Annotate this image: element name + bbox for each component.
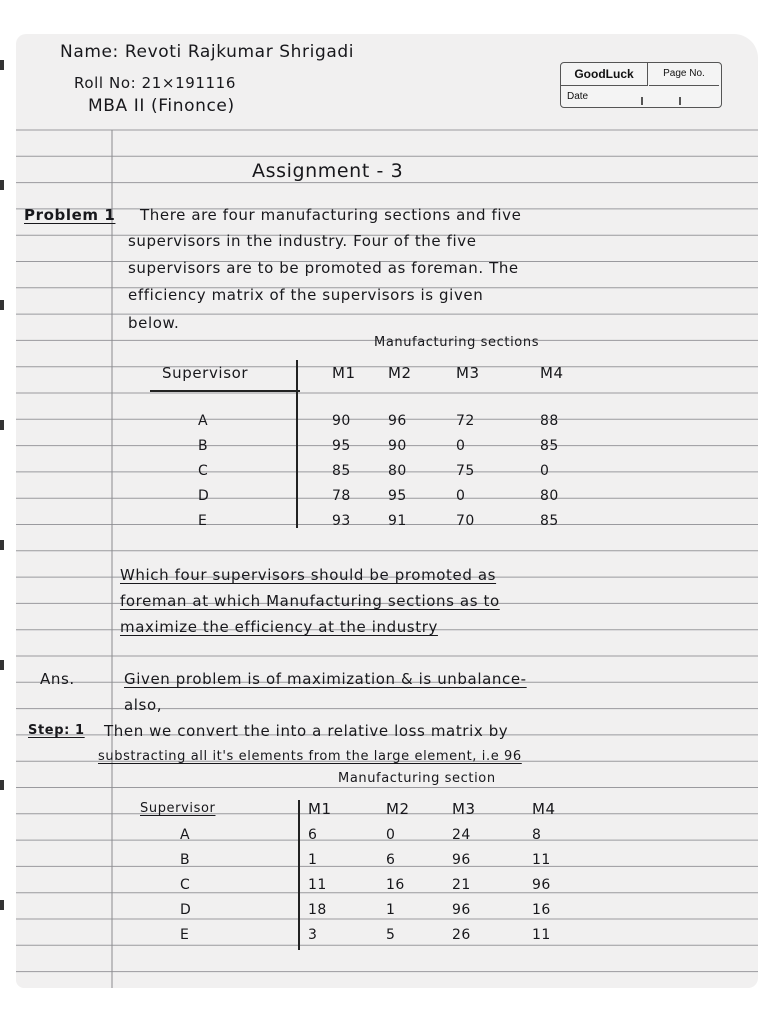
problem-line: supervisors in the industry. Four of the five (128, 232, 477, 250)
table-cell: 88 (540, 413, 559, 429)
table1-divider (296, 360, 298, 528)
table2-divider (298, 800, 300, 950)
table-cell: 85 (540, 513, 559, 529)
row-label: E (180, 927, 190, 943)
table-cell: 0 (456, 488, 466, 504)
question-line: foreman at which Manufacturing sections as to (120, 592, 500, 610)
step1-line: substracting all it's elements from the large element, i.e 96 (98, 749, 522, 764)
row-label: A (198, 413, 209, 429)
table-cell: 0 (386, 827, 396, 843)
table-cell: 0 (456, 438, 466, 454)
row-label: C (180, 877, 191, 893)
row-label: B (180, 852, 191, 868)
date-divider (641, 97, 643, 105)
assignment-title: Assignment - 3 (252, 160, 404, 182)
column-header: M3 (456, 364, 480, 382)
problem-line: below. (128, 314, 180, 332)
table1-caption: Manufacturing sections (374, 335, 540, 350)
table-cell: 85 (332, 463, 351, 479)
student-name: Name: Revoti Rajkumar Shrigadi (60, 42, 355, 62)
table-cell: 6 (308, 827, 318, 843)
table-cell: 0 (540, 463, 550, 479)
table-cell: 11 (308, 877, 327, 893)
notebook-brand: GoodLuck (561, 63, 648, 86)
row-label: D (180, 902, 192, 918)
table1-row-header: Supervisor (162, 364, 249, 382)
table-cell: 18 (308, 902, 327, 918)
question-line: Which four supervisors should be promoted as (120, 566, 497, 584)
problem-line: efficiency matrix of the supervisors is given (128, 286, 484, 304)
table-cell: 26 (452, 927, 471, 943)
problem-line: supervisors are to be promoted as foreman. The (128, 259, 519, 277)
table-cell: 11 (532, 927, 551, 943)
column-header: M2 (388, 364, 412, 382)
problem-label: Problem 1 (24, 206, 116, 224)
row-label: C (198, 463, 209, 479)
table-cell: 95 (388, 488, 407, 504)
table-cell: 6 (386, 852, 396, 868)
column-header: M2 (386, 800, 410, 818)
row-label: D (198, 488, 210, 504)
roll-number: Roll No: 21×191116 (74, 74, 236, 92)
binding-hole (0, 300, 4, 310)
table-cell: 91 (388, 513, 407, 529)
answer-line: also, (124, 696, 163, 714)
row-label: A (180, 827, 191, 843)
binding-hole (0, 60, 4, 70)
column-header: M1 (308, 800, 332, 818)
question-line: maximize the efficiency at the industry (120, 618, 438, 636)
table-cell: 3 (308, 927, 318, 943)
table-cell: 96 (452, 902, 471, 918)
table-cell: 72 (456, 413, 475, 429)
table-cell: 21 (452, 877, 471, 893)
table-cell: 96 (532, 877, 551, 893)
table2-row-header: Supervisor (140, 801, 216, 816)
column-header: M3 (452, 800, 476, 818)
table-cell: 16 (386, 877, 405, 893)
binding-hole (0, 660, 4, 670)
table-cell: 80 (540, 488, 559, 504)
answer-label: Ans. (40, 670, 75, 688)
binding-hole (0, 180, 4, 190)
table-cell: 95 (332, 438, 351, 454)
table-cell: 80 (388, 463, 407, 479)
table-cell: 78 (332, 488, 351, 504)
table-cell: 16 (532, 902, 551, 918)
step1-label: Step: 1 (28, 723, 85, 738)
problem-line: There are four manufacturing sections and five (140, 206, 522, 224)
answer-line: Given problem is of maximization & is unbalance- (124, 670, 527, 688)
table-cell: 90 (332, 413, 351, 429)
column-header: M4 (540, 364, 564, 382)
step1-line: Then we convert the into a relative loss matrix by (104, 722, 509, 740)
column-header: M1 (332, 364, 356, 382)
binding-hole (0, 420, 4, 430)
row-label: E (198, 513, 208, 529)
table-cell: 5 (386, 927, 396, 943)
binding-hole (0, 900, 4, 910)
table-cell: 96 (452, 852, 471, 868)
page-number-label: Page No. (649, 63, 719, 86)
table-cell: 1 (386, 902, 396, 918)
binding-hole (0, 780, 4, 790)
table-cell: 85 (540, 438, 559, 454)
table-cell: 1 (308, 852, 318, 868)
table-cell: 8 (532, 827, 542, 843)
course: MBA II (Finonce) (88, 96, 235, 116)
table2-caption: Manufacturing section (338, 771, 496, 786)
table-cell: 11 (532, 852, 551, 868)
table-cell: 24 (452, 827, 471, 843)
table-cell: 90 (388, 438, 407, 454)
table-cell: 75 (456, 463, 475, 479)
date-divider (679, 97, 681, 105)
row-label: B (198, 438, 209, 454)
table-cell: 93 (332, 513, 351, 529)
table-cell: 70 (456, 513, 475, 529)
notebook-header-stamp (560, 62, 722, 108)
table-cell: 96 (388, 413, 407, 429)
table1-header-rule (150, 390, 300, 392)
binding-hole (0, 540, 4, 550)
date-label: Date (567, 91, 589, 102)
column-header: M4 (532, 800, 556, 818)
